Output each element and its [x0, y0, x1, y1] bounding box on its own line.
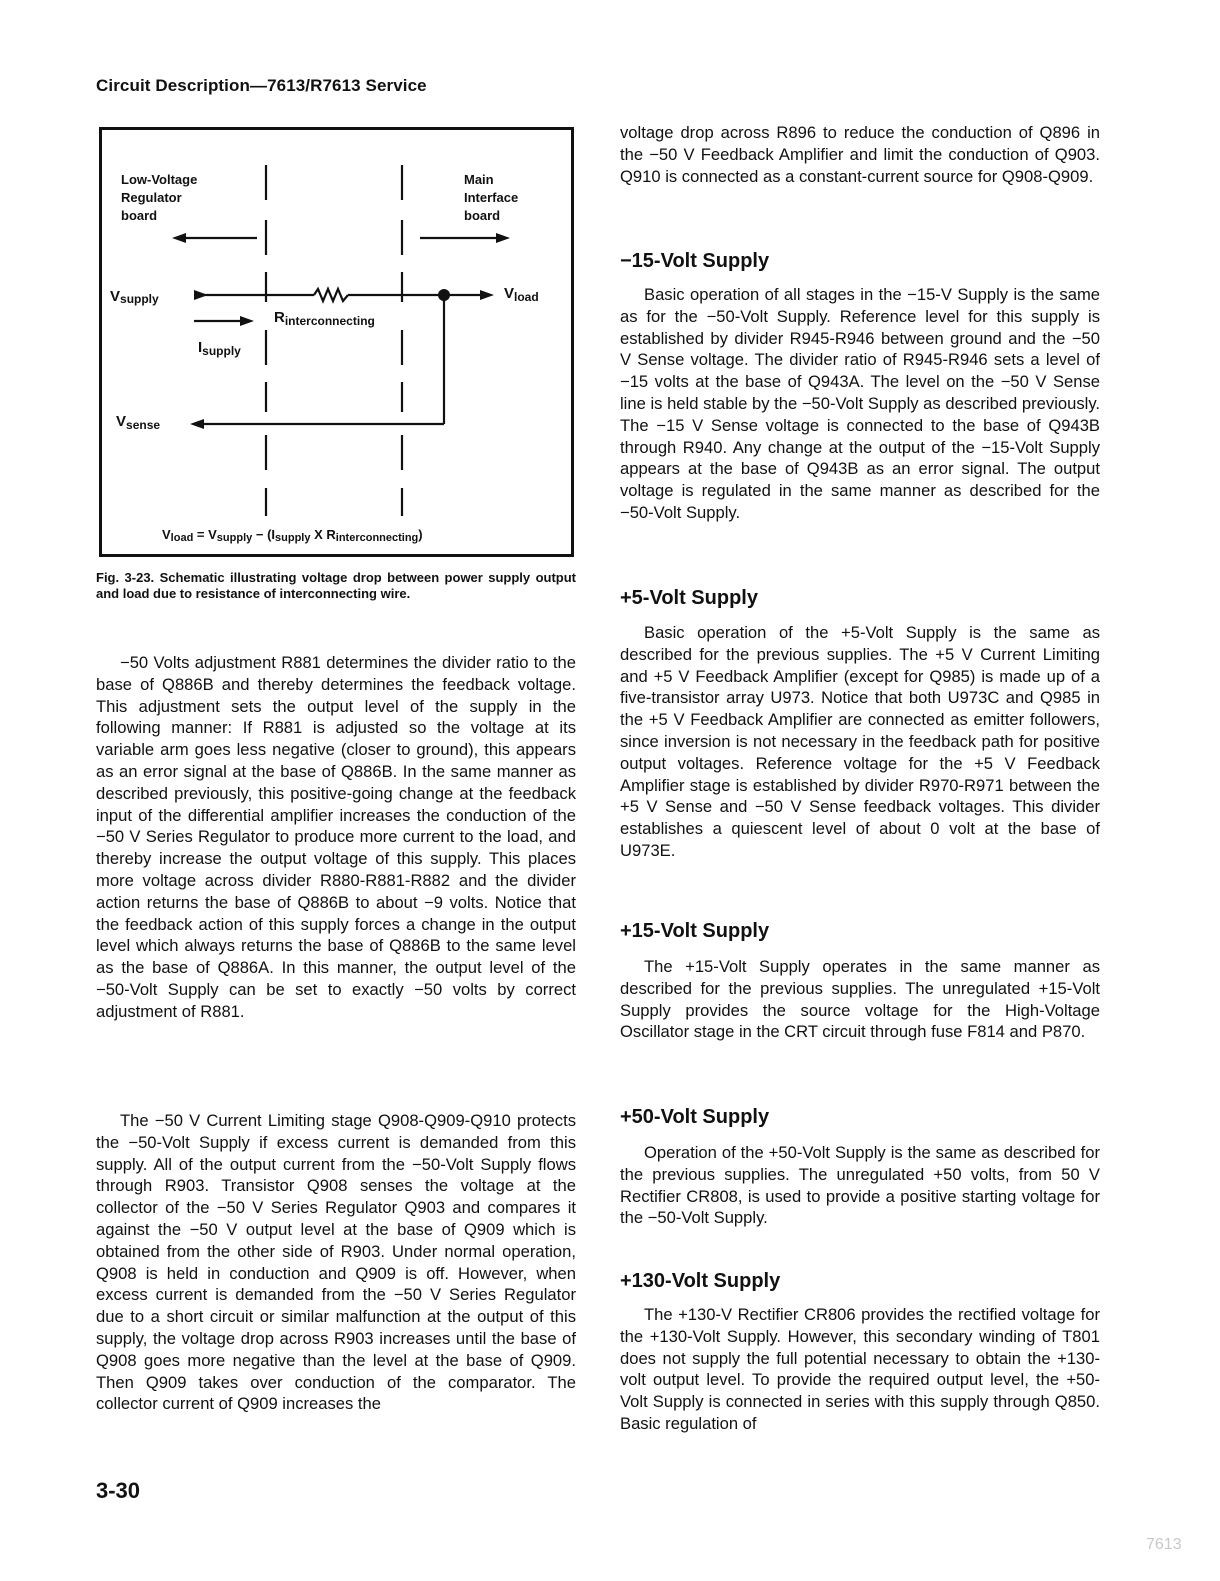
left-paragraph-1-block: [96, 652, 576, 1023]
paragraph-plus130: The +130-V Rectifier CR806 provides the rectified voltage for the +130-Volt Supply. However, this secondary winding of T801 does not supply the full potential necessary to obtain the +130-volt output level. To provide the required output level, the +50-Volt Supply is connected in series with this supply through Q850. Basic regulation of: [620, 1305, 1100, 1433]
voltage-equation: Vload = Vsupply − (Isupply X Rinterconnecting): [162, 527, 423, 544]
heading-plus130-volt-supply: +130-Volt Supply: [620, 1270, 781, 1292]
heading-plus50-volt-supply: +50-Volt Supply: [620, 1106, 770, 1128]
right-board-label-1: Main: [464, 172, 494, 187]
v-load-label: Vload: [504, 285, 539, 304]
paragraph-plus50: Operation of the +50-Volt Supply is the same as described for the previous supplies. The unregulated +50 volts, from 50 V Rectifier CR808, is used to provide a positive starting voltage for the −50-Volt Supply.: [620, 1143, 1100, 1228]
paragraph-r881-adjustment: −50 Volts adjustment R881 determines the divider ratio to the base of Q886B and thereby determines the feedback voltage. This adjustment sets the output level of the supply in the following manner: If R881 is adjusted so the voltage at its variable arm goes less negative (closer to ground), this appears as an error signal at the base of Q886B. In the same manner as described previously, this positive-going change at the feedback input of the differential amplifier increases the conduction of the −50 V Series Regulator to produce more current to the load, and thereby increase the output voltage of this supply. This places more voltage across divider R880-R881-R882 and the divider action returns the base of Q886B to about −9 volts. Notice that the feedback action of this supply forces a change in the output level which always returns the base of Q886B to the same level as the base of Q886A. In this manner, the output level of the −50-Volt Supply can be set to exactly −50 volts by correct adjustment of R881.: [96, 653, 576, 1021]
figure-caption: Fig. 3-23. Schematic illustrating voltage drop between power supply output and load due to resistance of interconnecting wire.: [96, 570, 576, 601]
right-board-label-2: Interface: [464, 190, 519, 205]
figure-schematic: [99, 127, 574, 557]
right-board-label-3: board: [464, 208, 501, 223]
left-board-label-3: board: [121, 208, 158, 223]
r-interconnecting-label: Rinterconnecting: [274, 309, 375, 328]
paragraph-continuation: voltage drop across R896 to reduce the conduction of Q896 in the −50 V Feedback Amplifier and limit the conduction of Q903. Q910 is connected as a constant-current source for Q908-Q909.: [620, 123, 1100, 186]
i-supply-label: Isupply: [198, 339, 241, 358]
v-supply-label: Vsupply: [110, 288, 159, 306]
paragraph-plus5: Basic operation of the +5-Volt Supply is the same as described for the previous supplies. The +5 V Current Limiting and +5 V Feedback Amplifier (except for Q985) is made up of a five-transistor array U973. Notice that both U973C and Q985 in the +5 V Feedback Amplifier are connected as emitter followers, since inversion is not necessary in the feedback path for positive output voltages. Reference voltage for the +5 V Feedback Amplifier stage is established by divider R970-R971 between the +5 V Sense and −50 V Sense feedback voltages. This divider establishes a quiescent level of about 0 volt at the base of U973E.: [620, 623, 1100, 860]
right-paragraph-0-block: [620, 122, 1100, 187]
left-board-label-1: Low-Voltage: [121, 172, 198, 187]
left-board-label-2: Regulator: [121, 190, 182, 205]
paragraph-plus15: The +15-Volt Supply operates in the same manner as described for the previous supplies. The unregulated +15-Volt Supply provides the source voltage for the High-Voltage Oscillator stage in the CRT circuit through fuse F814 and P870.: [620, 957, 1100, 1042]
page-number: 3-30: [96, 1478, 141, 1503]
paragraph-current-limiting: The −50 V Current Limiting stage Q908-Q909-Q910 protects the −50-Volt Supply if excess current is demanded from this supply. All of the output current from the −50-Volt Supply flows through R903. Transistor Q908 senses the voltage at the collector of the −50 V Series Regulator Q903 and compares it against the −50 V output level at the base of Q909 which is obtained from the other side of R903. Under normal operation, Q908 is held in conduction and Q909 is off. However, when excess current is demanded from the −50 V Series Regulator due to a short circuit or similar malfunction at the output of this supply, the voltage drop across R903 increases until the base of Q908 goes more negative than the level at the base of Q909. Then Q909 takes over conduction of the comparator. The collector current of Q909 increases the: [96, 1111, 576, 1414]
heading-minus15-volt-supply: −15-Volt Supply: [620, 250, 770, 272]
watermark: 7613: [1146, 1536, 1182, 1553]
heading-plus15-volt-supply: +15-Volt Supply: [620, 920, 770, 942]
heading-plus5-volt-supply: +5-Volt Supply: [620, 587, 758, 609]
paragraph-minus15: Basic operation of all stages in the −15-V Supply is the same as for the −50-Volt Supply. Reference level for this supply is established by divider R945-R946 between ground and the −50 V Sense voltage. The divider ratio of R945-R946 sets a level of −15 volts at the base of Q943A. The level on the −50 V Sense line is held stable by the −50-Volt Supply as described previously. The −15 V Sense voltage is connected to the base of Q943B through R940. Any change at the output of the −15-Volt Supply appears at the base of Q943B as an error signal. The output voltage is regulated in the same manner as described for the −50-Volt Supply.: [620, 285, 1100, 522]
running-header: Circuit Description—7613/R7613 Service: [96, 76, 427, 95]
v-sense-label: Vsense: [116, 413, 161, 432]
left-paragraph-2-block: [96, 1110, 576, 1415]
schematic-drawing: [102, 130, 571, 554]
